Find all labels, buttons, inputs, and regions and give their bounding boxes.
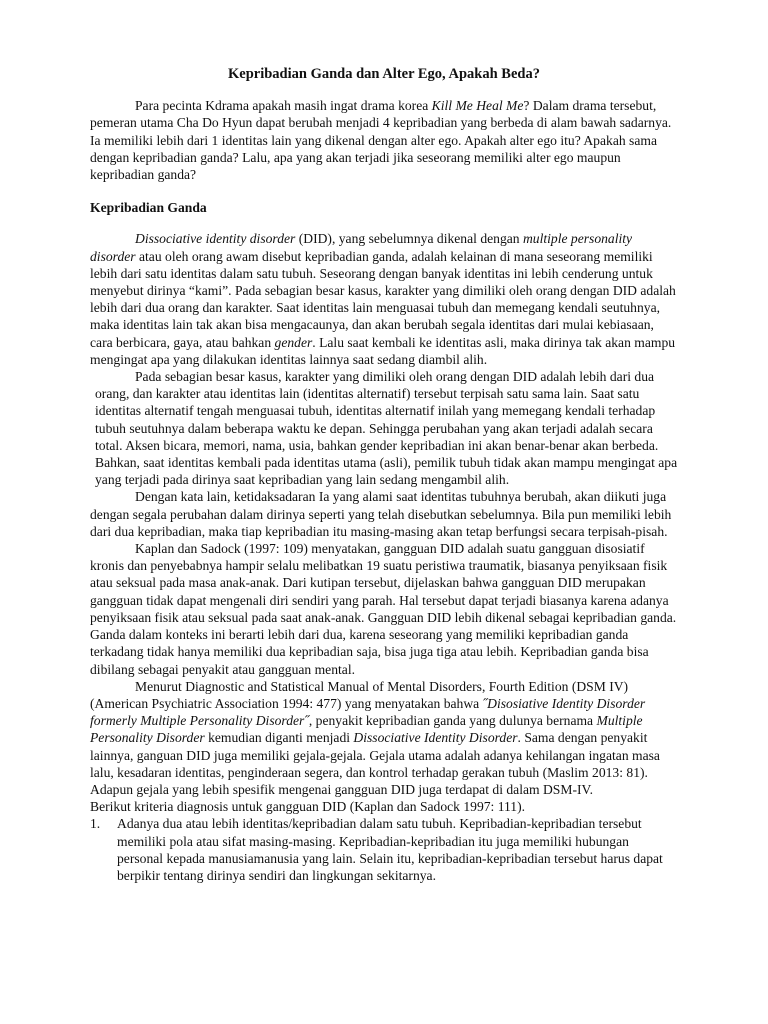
p5-text-2: , penyakit kepribadian ganda yang dulunya bernama: [308, 713, 597, 729]
p5-text-3: kemudian diganti menjadi: [204, 730, 354, 746]
list-item: [90, 815, 678, 884]
dsm-quote: ˝Disosiative Identity Disorder formerly Multiple Personality Disorder˝: [90, 695, 646, 729]
p1-text-1: (DID), yang sebelumnya dikenal dengan: [295, 231, 523, 247]
kaplan-sadock-paragraph: Kaplan dan Sadock (1997: 109) menyatakan, gangguan DID adalah suatu gangguan disosiatif kronis dan penyebabnya hampir selalu melibatkan 19 suatu peristiwa traumatik, biasanya penyiksaan fisik atau seksual pada masa anak-anak. Dari kutipan tersebut, dijelaskan bahwa gangguan DID merupakan gangguan tidak dapat mengenali diri sendiri yang parah. Hal tersebut dapat terjadi biasanya karena adanya penyiksaan fisik atau seksual pada saat anak-anak. Gangguan DID lebih dikenal sebagai kepribadian ganda. Ganda dalam konteks ini berarti lebih dari dua, karena seseorang yang memiliki kepribadian ganda terkadang tidak hanya memiliki dua kepribadian saja, bisa juga tiga atau lebih. Kepribadian ganda bisa dibilang sebagai penyakit atau gangguan mental.: [90, 541, 677, 677]
list-item-number: 1.: [90, 816, 101, 832]
unconsciousness-paragraph: Dengan kata lain, ketidaksadaran Ia yang alami saat identitas tubuhnya berubah, akan diikuti juga dengan segala perubahan dalam dirinya seperti yang telah disebutkan sebelumnya. Bila pun memiliki lebih dari dua kepribadian, maka tiap kepribadian itu masing-masing akan tetap berfungsi secara terpisah-pisah.: [90, 489, 672, 539]
gender-term: gender: [274, 334, 313, 350]
intro-text-1: Para pecinta Kdrama apakah masih ingat drama korea: [135, 98, 432, 114]
mpd-term-2: Multiple Personality Disorder: [90, 713, 643, 746]
criteria-intro: Berikut kriteria diagnosis untuk gangguan DID (Kaplan dan Sadock 1997: 111).: [90, 799, 526, 815]
section-heading: Kepribadian Ganda: [90, 200, 207, 216]
did-definition-paragraph: [90, 230, 678, 368]
list-item-text: Adanya dua atau lebih identitas/kepribadian dalam satu tubuh. Kepribadian-kepribadian tersebut memiliki pola atau sifat masing-masing. Kepribadian-kepribadian itu juga memiliki hubungan personal kepada manusiamanusia yang lain. Selain itu, kepribadian-kepribadian tersebut harus dapat berpikir tentang dirinya sendiri dan lingkungan sekitarnya.: [117, 816, 663, 883]
dsm-iv-paragraph: [90, 678, 678, 798]
did-term-2: Dissociative Identity Disorder: [353, 730, 518, 746]
intro-paragraph: [90, 97, 678, 183]
did-term: Dissociative identity disorder: [135, 231, 296, 247]
intro-text-2: ? Dalam drama tersebut, pemeran utama Cha Do Hyun dapat berubah menjadi 4 kepribadian yang berbeda di alam bawah sadarnya. Ia memiliki lebih dari 1 identitas lain yang dikenal dengan alter ego. Apakah alter ego itu? Apakah sama dengan kepribadian ganda? Lalu, apa yang akan terjadi jika seseorang memiliki alter ego maupun kepribadian ganda?: [90, 98, 672, 183]
mpd-term: multiple personality disorder: [90, 231, 633, 264]
alternate-identity-paragraph: Pada sebagian besar kasus, karakter yang dimiliki oleh orang dengan DID adalah lebih dari dua orang, dan karakter atau identitas lain (identitas alternatif) tersebut terpisah satu sama lain. Saat satu identitas alternatif tengah menguasai tubuh, identitas alternatif inilah yang memegang kendali terhadap tubuh seutuhnya dalam beberapa waktu ke depan. Sehingga perubahan yang akan terjadi adalah secara total. Aksen bicara, memori, nama, usia, bahkan gender kepribadian ini akan benar-benar akan berbeda. Bahkan, saat identitas kembali pada identitas utama (asli), pemilik tubuh tidak akan mampu mengingat apa yang terjadi pada dirinya saat kepribadian yang lain sedang mengambil alih.: [95, 369, 678, 488]
p1-text-2: atau oleh orang awam disebut kepribadian ganda, adalah kelainan di mana seseorang memiliki lebih dari satu identitas dalam satu tubuh. Seseorang dengan banyak identitas ini lebih cenderung untuk menyebut dirinya “kami”. Pada sebagian besar kasus, karakter yang dimiliki oleh orang dengan DID adalah lebih dari dua orang dan karakter. Saat identitas lain menguasai tubuh dan memegang kendali seutuhnya, maka identitas lain tak akan bisa mengacaunya, dan akan berubah segala identitas dari mulai kebiasaan, cara berbicara, gaya, atau bahkan: [90, 248, 676, 350]
intro-drama-title: Kill Me Heal Me: [431, 98, 524, 114]
p5-text-1: Menurut Diagnostic and Statistical Manual of Mental Disorders, Fourth Edition (DSM IV) (American Psychiatric Association 1994: 477) yang menyatakan bahwa: [90, 678, 629, 711]
p5-text-4: . Sama dengan penyakit lainnya, ganguan DID juga memiliki gejala-gejala. Gejala utama adalah adanya kehilangan ingatan masa lalu, kesadaran identitas, penginderaan segera, dan kontrol terhadap gerakan tubuh (Maslim 2013: 81). Adapun gejala yang lebih spesifik mengenai gangguan DID juga terdapat di dalam DSM-IV.: [90, 730, 660, 797]
p1-text-3: . Lalu saat kembali ke identitas asli, maka dirinya tak akan mampu mengingat apa yang dilakukan identitas lainnya saat sedang diambil alih.: [90, 334, 676, 367]
document-page: [90, 66, 678, 884]
document-title: Kepribadian Ganda dan Alter Ego, Apakah Beda?: [228, 66, 540, 82]
criteria-list: [90, 815, 678, 884]
